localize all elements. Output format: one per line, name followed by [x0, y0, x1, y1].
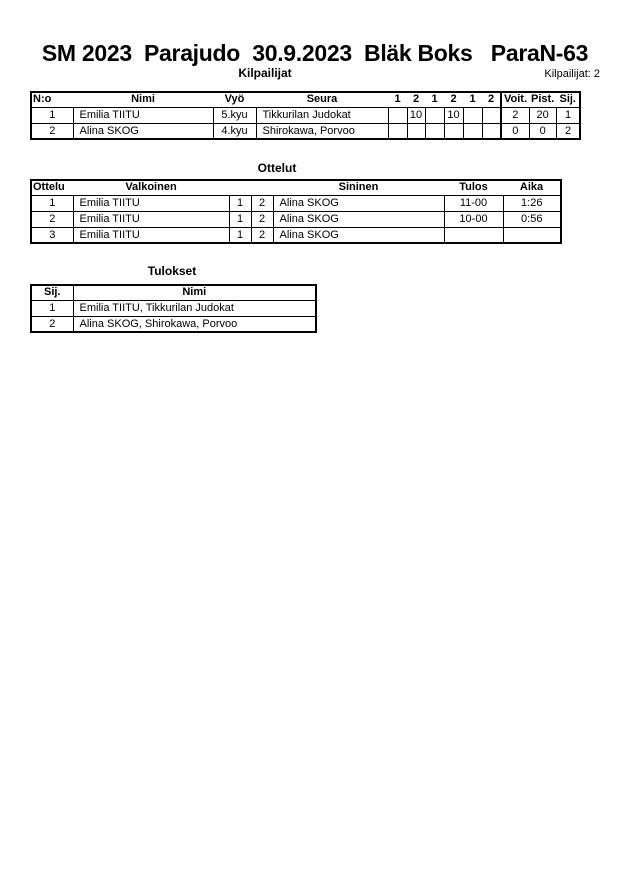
blue-number: 2: [251, 211, 273, 227]
blue-competitor: Alina SKOG: [273, 211, 444, 227]
competitor-row: [31, 123, 580, 139]
score-cell: [444, 123, 463, 139]
competitor-name: Alina SKOG: [73, 123, 213, 139]
col-header-no: N:o: [31, 92, 73, 107]
result-row: [31, 300, 316, 316]
white-number: 1: [229, 211, 251, 227]
score-cell: 10: [407, 107, 425, 123]
white-competitor: Emilia TIITU: [73, 195, 229, 211]
result-place: 1: [31, 300, 73, 316]
white-number: 1: [229, 227, 251, 243]
white-competitor: Emilia TIITU: [73, 211, 229, 227]
blue-competitor: Alina SKOG: [273, 195, 444, 211]
col-header-name: Nimi: [73, 285, 316, 300]
score-cell: [482, 107, 501, 123]
col-header-time: Aika: [503, 180, 561, 195]
competitor-club: Shirokawa, Porvoo: [256, 123, 388, 139]
competitor-wins: 2: [501, 107, 529, 123]
col-header-round-3: 1: [425, 92, 444, 107]
competitors-table: [30, 91, 581, 140]
score-cell: [463, 123, 482, 139]
competitor-place: 2: [556, 123, 580, 139]
col-header-belt: Vyö: [213, 92, 256, 107]
blue-number: 2: [251, 227, 273, 243]
match-row: [31, 211, 561, 227]
competitor-points: 0: [529, 123, 556, 139]
col-header-white: Valkoinen: [73, 180, 229, 195]
results-table: [30, 284, 317, 333]
results-heading: Tulokset: [147, 264, 197, 278]
match-row: [31, 227, 561, 243]
blue-number: 2: [251, 195, 273, 211]
col-header-match: Ottelu: [31, 180, 73, 195]
competitor-wins: 0: [501, 123, 529, 139]
match-result: 10-00: [444, 211, 503, 227]
competitors-heading: Kilpailijat: [238, 66, 292, 80]
col-header-name: Nimi: [73, 92, 213, 107]
competitor-count: Kilpailijat: 2: [544, 68, 600, 80]
score-cell: 10: [444, 107, 463, 123]
match-time: 0:56: [503, 211, 561, 227]
match-no: 1: [31, 195, 73, 211]
col-header-place: Sij.: [31, 285, 73, 300]
competitor-place: 1: [556, 107, 580, 123]
result-row: [31, 316, 316, 332]
matches-table: [30, 179, 562, 244]
competitors-header-row: [31, 92, 580, 107]
score-cell: [388, 107, 407, 123]
competitor-belt: 4.kyu: [213, 123, 256, 139]
col-header-club: Seura: [256, 92, 388, 107]
match-time: [503, 227, 561, 243]
score-cell: [425, 107, 444, 123]
competitor-points: 20: [529, 107, 556, 123]
match-result: 11-00: [444, 195, 503, 211]
matches-heading: Ottelut: [257, 161, 297, 175]
col-header-blue-no: [251, 180, 273, 195]
col-header-white-no: [229, 180, 251, 195]
blue-competitor: Alina SKOG: [273, 227, 444, 243]
results-header-row: [31, 285, 316, 300]
col-header-place: Sij.: [556, 92, 580, 107]
white-number: 1: [229, 195, 251, 211]
competitor-belt: 5.kyu: [213, 107, 256, 123]
competitor-club: Tikkurilan Judokat: [256, 107, 388, 123]
col-header-round-5: 1: [463, 92, 482, 107]
score-cell: [407, 123, 425, 139]
col-header-round-2: 2: [407, 92, 425, 107]
score-cell: [425, 123, 444, 139]
col-header-wins: Voit.: [501, 92, 529, 107]
col-header-result: Tulos: [444, 180, 503, 195]
match-time: 1:26: [503, 195, 561, 211]
col-header-blue: Sininen: [273, 180, 444, 195]
score-cell: [388, 123, 407, 139]
page-title: SM 2023 Parajudo 30.9.2023 Bläk Boks ParaN-63: [41, 40, 589, 66]
white-competitor: Emilia TIITU: [73, 227, 229, 243]
match-no: 3: [31, 227, 73, 243]
competitor-name: Emilia TIITU: [73, 107, 213, 123]
col-header-round-6: 2: [482, 92, 501, 107]
match-result: [444, 227, 503, 243]
competitor-no: 2: [31, 123, 73, 139]
result-name: Alina SKOG, Shirokawa, Porvoo: [73, 316, 316, 332]
competitor-row: [31, 107, 580, 123]
score-cell: [463, 107, 482, 123]
result-place: 2: [31, 316, 73, 332]
match-no: 2: [31, 211, 73, 227]
col-header-round-1: 1: [388, 92, 407, 107]
competitor-no: 1: [31, 107, 73, 123]
col-header-round-4: 2: [444, 92, 463, 107]
result-name: Emilia TIITU, Tikkurilan Judokat: [73, 300, 316, 316]
match-row: [31, 195, 561, 211]
score-cell: [482, 123, 501, 139]
col-header-points: Pist.: [531, 93, 555, 106]
matches-header-row: [31, 180, 561, 195]
